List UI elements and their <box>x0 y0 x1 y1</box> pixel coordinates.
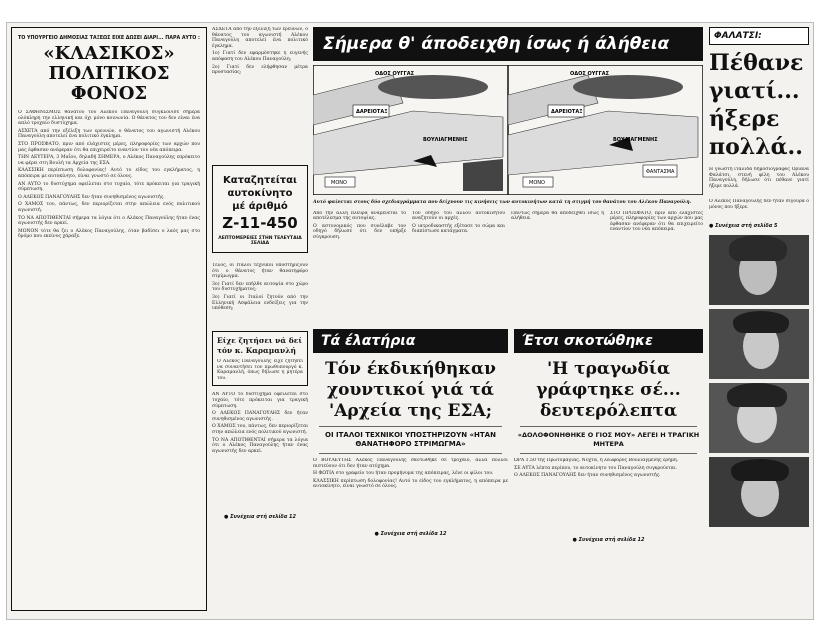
paragraph: ΩΡΑ 1.50 της Πρωτομαγιάς. Νύχτα, η λεωφόρος Βουλιαγμένης έρημη. <box>514 458 679 463</box>
paragraph: Ο ΧΑΜΟΣ του, πάντως, δεν περιορίζεται στην απώλεια ενός πολιτικού αγωνιστή. <box>18 202 200 213</box>
portrait-photo <box>709 457 809 527</box>
center-body-col <box>610 211 703 331</box>
newspaper-page <box>6 22 814 620</box>
paragraph: ΑΣΧΕΤΑ από την εξέλιξη των ερευνών, ο θάνατος του αγωνιστή Αλέκου Παναγούλη αποτελεί ένα πολιτικό έγκλημα. <box>212 27 308 49</box>
wanted-footer: ΛΕΠΤΟΜΕΡΕΙΕΣ ΣΤΗΝ ΤΕΛΕΥΤΑΙΑ ΣΕΛΙΔΑ <box>218 236 302 246</box>
motives-body <box>313 458 508 528</box>
paragraph: ΑΝ ΑΥΤΟ το δυστύχημα οφείλεται στο τυχαίο, τότε πρόκειται για τραγική σύμπτωση. <box>18 181 200 193</box>
paragraph: Ο ΑΛΕΚΟΣ ΠΑΝΑΓΟΥΛΗΣ δεν ήταν συνηθισμένος αγωνιστής. <box>514 473 661 479</box>
numbered-item: 2ο) Γιατί δεν ελήφθησαν μέτρα προστασίας; <box>212 64 308 76</box>
street-label: ΟΔΟΣ ΟΥΓΓΑΣ <box>570 71 610 77</box>
portrait-photo <box>709 309 809 379</box>
paragraph: ΣΕ ΑΥΤΑ λέπτα περίπου, το αυτοκίνητο του Παναγούλη συγκρούεται. <box>514 465 678 471</box>
center-body-col <box>511 211 604 331</box>
accident-diagram <box>313 65 703 195</box>
paragraph: Από την άλλη πλευρά αναμένεται το αποτέλεσμα της αυτοψίας. <box>313 210 406 222</box>
paragraph: Ο ιατροδικαστής εξέτασε το σώμα και διαπίστωσε κατάγματα. <box>412 223 505 235</box>
motives-subhead: ΟΙ ΙΤΑΛΟΙ ΤΕΧΝΙΚΟΙ ΥΠΟΣΤΗΡΙΖΟΥΝ «ΗΤΑΝ ΘΑΝΑΤΗΦΟΡΟ ΣΤΡΙΜΩΓΜΑ» <box>325 431 496 448</box>
wanted-line: μέ άριθμό <box>232 201 288 212</box>
editorial-box <box>11 27 207 611</box>
center-body <box>313 211 703 331</box>
fallaci-kicker: ΦΑΛΑΤΣΙ: <box>709 27 809 45</box>
center-story <box>313 27 703 347</box>
killed-subhead: «ΔΟΛΟΦΟΝΗΘΗΚΕ Ο ΓΙΟΣ ΜΟΥ» ΛΕΓΕΙ Η ΤΡΑΓΙΚΗ ΜΗΤΕΡΑ <box>517 431 700 448</box>
paragraph: ΤΟ ΝΑ ΑΠΟΤΙΘΕΝΤΑΙ σήμερα τα λόγια ότι ο Αλέκος Παναγούλης ήταν ένας αγωνιστής δεν αρκεί. <box>212 437 308 454</box>
wanted-car-box <box>212 165 308 253</box>
divider <box>319 453 502 454</box>
paragraph: Ο ΣΑΦΗΝΙΣΜΟΣ θανάτου του Αλέκου Παναγούλη συγκλόνισε σήμερα ολόκληρη την ελληνική και όχι μόνο κοινωνία. Ο θάνατος του δεν είναι ένα απλό τροχαίο δυστύχημα. <box>18 110 200 127</box>
portrait-photo <box>709 383 809 453</box>
continued-note: ● Συνέχεια στή σελίδα 12 <box>224 514 296 521</box>
car-label: ΔΑΡΕΙΟΤΑΞ <box>551 109 583 115</box>
fallaci-headline: Πέθανε γιατί... ήξερε πολλά.. <box>709 50 804 160</box>
karamanlis-box <box>212 331 308 386</box>
divider <box>520 426 697 427</box>
killed-section <box>514 329 703 611</box>
editorial-body <box>18 110 200 630</box>
small-car-label: ΜΟΝΟ <box>331 180 347 186</box>
divider <box>520 453 697 454</box>
continued-note: ● Συνέχεια στή σελίδα 5 <box>709 223 778 229</box>
street-label: ΟΔΟΣ ΟΥΓΓΑΣ <box>375 71 415 77</box>
fallaci-body: Η γνωστή ιταλίδα δημοσιογράφος Οριάνα Φαλάτσι, στενή φίλη του Αλέκου Παναγούλη, δήλωσε ότι πέθανε γιατί ήξερε πολλά. <box>709 167 809 189</box>
paragraph: ΚΛΑΣΣΙΚΗ περίπτωση δολοφονίας! Αυτό το είδος του εγκλήματος, η απόπειρα με αυτοκίνητο, είναι γνωστό σε όλους. <box>18 168 200 179</box>
column-two-tail <box>212 392 308 510</box>
fiat-label: ΦΑΝΤΑΣΜΑ <box>646 169 675 175</box>
paragraph: Ο ΧΑΜΟΣ του, πάντως, δεν περιορίζεται στην απώλεια ενός πολιτικού αγωνιστή. <box>212 424 308 435</box>
column-two <box>212 27 308 611</box>
editorial-headline: «ΚΛΑΣΙΚΟΣ» ΠΟΛΙΤΙΚΟΣ ΦΟΝΟΣ <box>43 43 175 104</box>
paragraph: Τέλος, οι Ιταλοί τεχνικοί υποστηρίζουν ότι ο θάνατος ήταν θανατηφόρο στρίμωγμα. <box>212 263 308 280</box>
wanted-line: Καταζητείται <box>223 175 297 186</box>
paragraph: ΤΟ ΝΑ ΑΠΟΤΙΘΕΝΤΑΙ σήμερα τα λόγια ότι ο Αλέκος Παναγούλης ήταν ένας αγωνιστής δεν αρκεί. <box>18 215 200 227</box>
killed-body <box>514 458 703 534</box>
paragraph: Η ΦΩΤΙΑ στο γραφείο του ήταν προμήνυμα της απόπειρας, λένε οι φίλοι του. <box>313 471 494 477</box>
wanted-line: αυτοκίνητο <box>227 188 293 199</box>
motives-headline: Τόν έκδικήθηκαν χουντικοί γιά τά 'Αρχεία της ΕΣΑ; <box>325 359 496 421</box>
plate-number: Ζ-11-450 <box>222 214 298 232</box>
karamanlis-title: Είχε ζητήσει νά δεί τόν κ. Καραμανλή <box>217 336 302 355</box>
numbered-item: 3ο) Γιατί δεν επήλθε αυτοψία στο χώρο του δυστυχήματος; <box>212 281 308 293</box>
paragraph: Ο ΑΛΕΚΟΣ ΠΑΝΑΓΟΥΛΗΣ δεν ήταν συνηθισμένος αγωνιστής. <box>212 411 308 422</box>
paragraph: Ο ΑΛΕΚΟΣ ΠΑΝΑΓΟΥΛΗΣ δεν ήταν συνηθισμένος αγωνιστής. <box>18 194 165 200</box>
center-body-col <box>313 211 406 331</box>
avenue-label: ΒΟΥΛΙΑΓΜΕΝΗΣ <box>613 137 658 143</box>
small-car-label: ΜΟΝΟ <box>529 180 545 186</box>
paragraph: Πάντως σήμερα θα αποδειχθεί ίσως η αλήθεια. <box>511 210 604 222</box>
karamanlis-text: Ο Αλέκος Παναγούλης είχε ζητήσει να συναντήσει τον πρωθυπουργό κ. Καραμανλή, όπως δήλωσε η μητέρα του. <box>217 359 303 381</box>
car-label: ΔΑΡΕΙΟΤΑΞ <box>356 109 388 115</box>
killed-headline: 'Η τραγωδία γράφτηκε σέ... δευτερόλεπτα <box>536 359 681 421</box>
avenue-label: ΒΟΥΛΙΑΓΜΕΝΗΣ <box>423 137 468 143</box>
paragraph: ΜΟΝΟΝ τότε θα ζει ο Αλέκος Παναγούλης, όταν βαδίσει ο λαός μας στο δρόμο που εκείνος χάραξε. <box>18 228 200 240</box>
paragraph: Ο ΒΟΥΛΕΥΤΗΣ Αλέκος Παναγούλης σκοτώθηκε σε τροχαίο, αλλά πολλοί πιστεύουν ότι δεν ήταν ατύχημα. <box>313 458 508 469</box>
column-two-intro <box>212 27 308 147</box>
motives-section <box>313 329 508 611</box>
killed-bar: Έτσι σκοτώθηκε <box>514 329 703 353</box>
diagram-caption: Αυτό φαίνεται στους δύο σχεδιαγράμματα που δείχνουν τις κινήσεις των αυτοκινήτων κατά τη στιγμή του θανάτου του Αλέκου Παναγούλη. <box>313 200 692 205</box>
numbered-item: 1ο) Γιατί δεν εφαρμόστηκε η ευγενής απόφαση του Αλέκου Παναγούλη; <box>212 51 308 62</box>
column-two-lower <box>212 263 308 325</box>
paragraph: Ο αστυνομικός που συνέλαβε τον οδηγό δήλωσε ότι δεν υπήρξε σύγκρουση. <box>313 223 406 240</box>
editorial-kicker: ΤΟ ΥΠΟΥΡΓΕΙΟ ΔΗΜΟΣΙΑΣ ΤΑΞΕΩΣ ΕΙΧΕ ΔΩΣΕΙ ΔΙΑΡΙ... ΠΑΡΑ ΑΥΤΟ : <box>18 36 200 41</box>
fallaci-body-2: Ο Αλέκος Παναγούλης δεν ήταν σίγουρα ο μόνος που ήξερε. <box>709 199 809 210</box>
paragraph: ΣΤΟ ΠΡΟΣΦΑΤΟ, πριν από ελάχιστες μέρες, πληροφορίες των αρχών που μας έφθασαν ανέφεραν ότι θα επιχειρείτο εναντίον του νέα απόπειρα. <box>610 210 703 233</box>
continued-note: ● Συνέχεια στή σελίδα 12 <box>572 537 645 543</box>
portrait-photo <box>709 235 809 305</box>
center-body-col <box>412 211 505 331</box>
fallaci-column <box>709 27 809 611</box>
continued-note: ● Συνέχεια στή σελίδα 12 <box>374 531 447 537</box>
paragraph: ΚΛΑΣΣΙΚΗ περίπτωση δολοφονίας! Αυτό το είδος του εγκλήματος, η απόπειρα με αυτοκίνητο, είναι γνωστό σε όλους. <box>313 478 508 490</box>
center-banner: Σήμερα θ' άποδειχθη ίσως ή άλήθεια <box>313 27 703 61</box>
paragraph: ΤΗΝ ΔΕΥΤΕΡΑ, 3 Μαΐου, δηλαδή ΣΗΜΕΡΑ, ο Αλέκος Παναγούλης επρόκειτο να φέρει στη Βουλή τα Αρχεία της ΕΣΑ. <box>18 155 200 166</box>
paragraph: ΑΣΧΕΤΑ από την εξέλιξη των ερευνών, ο θάνατος του αγωνιστή Αλέκου Παναγούλη αποτελεί ένα πολιτικό έγκλημα. <box>18 128 200 140</box>
divider <box>319 426 502 427</box>
paragraph: Τον οδηγό του άλλου αυτοκινήτου αναζητούν οι αρχές. <box>412 210 505 222</box>
paragraph: ΑΝ ΑΥΤΟ το δυστύχημα οφείλεται στο τυχαίο, τότε πρόκειται για τραγική σύμπτωση. <box>212 392 308 409</box>
paragraph: ΣΤΟ ΠΡΟΣΦΑΤΟ, πριν από ελάχιστες μέρες, πληροφορίες των αρχών που μας έφθασαν ανέφεραν ότι θα επιχειρείτο εναντίον του νέα απόπειρα. <box>18 141 200 153</box>
motives-bar: Τά έλατήρια <box>313 329 508 353</box>
paragraph: 3ο) Γιατί οι Ιταλοί ζητούν από την Ελληνική Ασφάλεια ενδείξεις για την υπόθεση; <box>212 294 308 312</box>
